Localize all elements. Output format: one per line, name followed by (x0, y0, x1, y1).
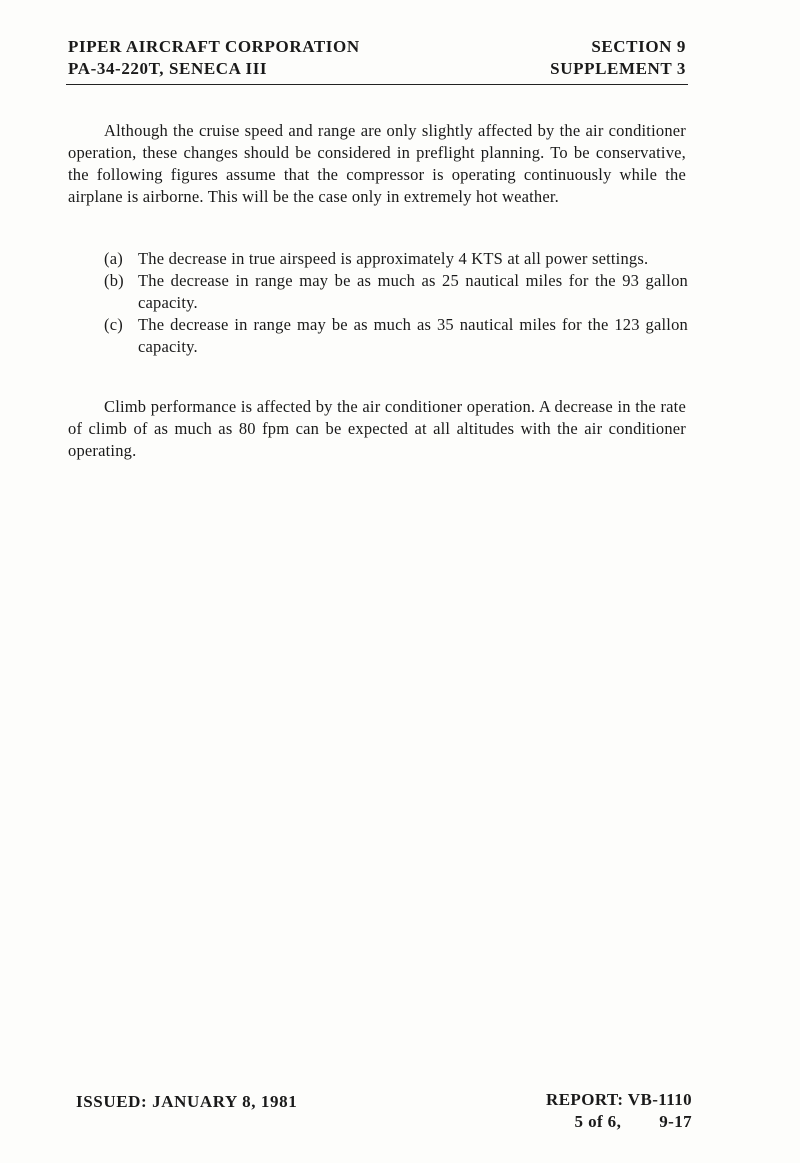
page-of-count: 5 of 6, (574, 1112, 622, 1131)
issued-date: ISSUED: JANUARY 8, 1981 (76, 1092, 298, 1111)
list-item-text: The decrease in range may be as much as 25 nautical miles for the 93 gallon capacity. (138, 271, 688, 312)
paragraph-2-text: Climb performance is affected by the air conditioner operation. A decrease in the rate of climb of as much as 80 fpm can be expected at all altitudes with the air conditioner operating. (68, 397, 686, 460)
header-divider (66, 84, 688, 85)
section-label: SECTION 9 (591, 37, 686, 56)
list-item (104, 270, 688, 314)
list-item (104, 314, 688, 358)
company-name: PIPER AIRCRAFT CORPORATION (68, 37, 360, 56)
paragraph-climb-performance (68, 396, 686, 462)
list-item-marker: (b) (104, 271, 124, 290)
performance-decrease-list (104, 248, 688, 358)
page-header-right (550, 36, 686, 80)
paragraph-cruise-effects (68, 120, 686, 208)
list-item-text: The decrease in range may be as much as 35 nautical miles for the 123 gallon capacity. (138, 315, 688, 356)
page-numbering (546, 1111, 692, 1133)
aircraft-model: PA-34-220T, SENECA III (68, 59, 268, 78)
list-item-marker: (a) (104, 249, 123, 268)
page-number: 9-17 (659, 1112, 692, 1131)
list-item (104, 248, 688, 270)
list-item-marker: (c) (104, 315, 123, 334)
page-footer-right (546, 1089, 692, 1133)
report-number: REPORT: VB-1110 (546, 1090, 692, 1109)
supplement-label: SUPPLEMENT 3 (550, 59, 686, 78)
page-header-left (68, 36, 360, 80)
list-item-text: The decrease in true airspeed is approximately 4 KTS at all power settings. (138, 249, 649, 268)
paragraph-1-text: Although the cruise speed and range are only slightly affected by the air conditioner operation, these changes should be considered in preflight planning. To be conservative, the following figures assume that the compressor is operating continuously while the airplane is airborne. This will be the case only in extremely hot weather. (68, 121, 686, 206)
